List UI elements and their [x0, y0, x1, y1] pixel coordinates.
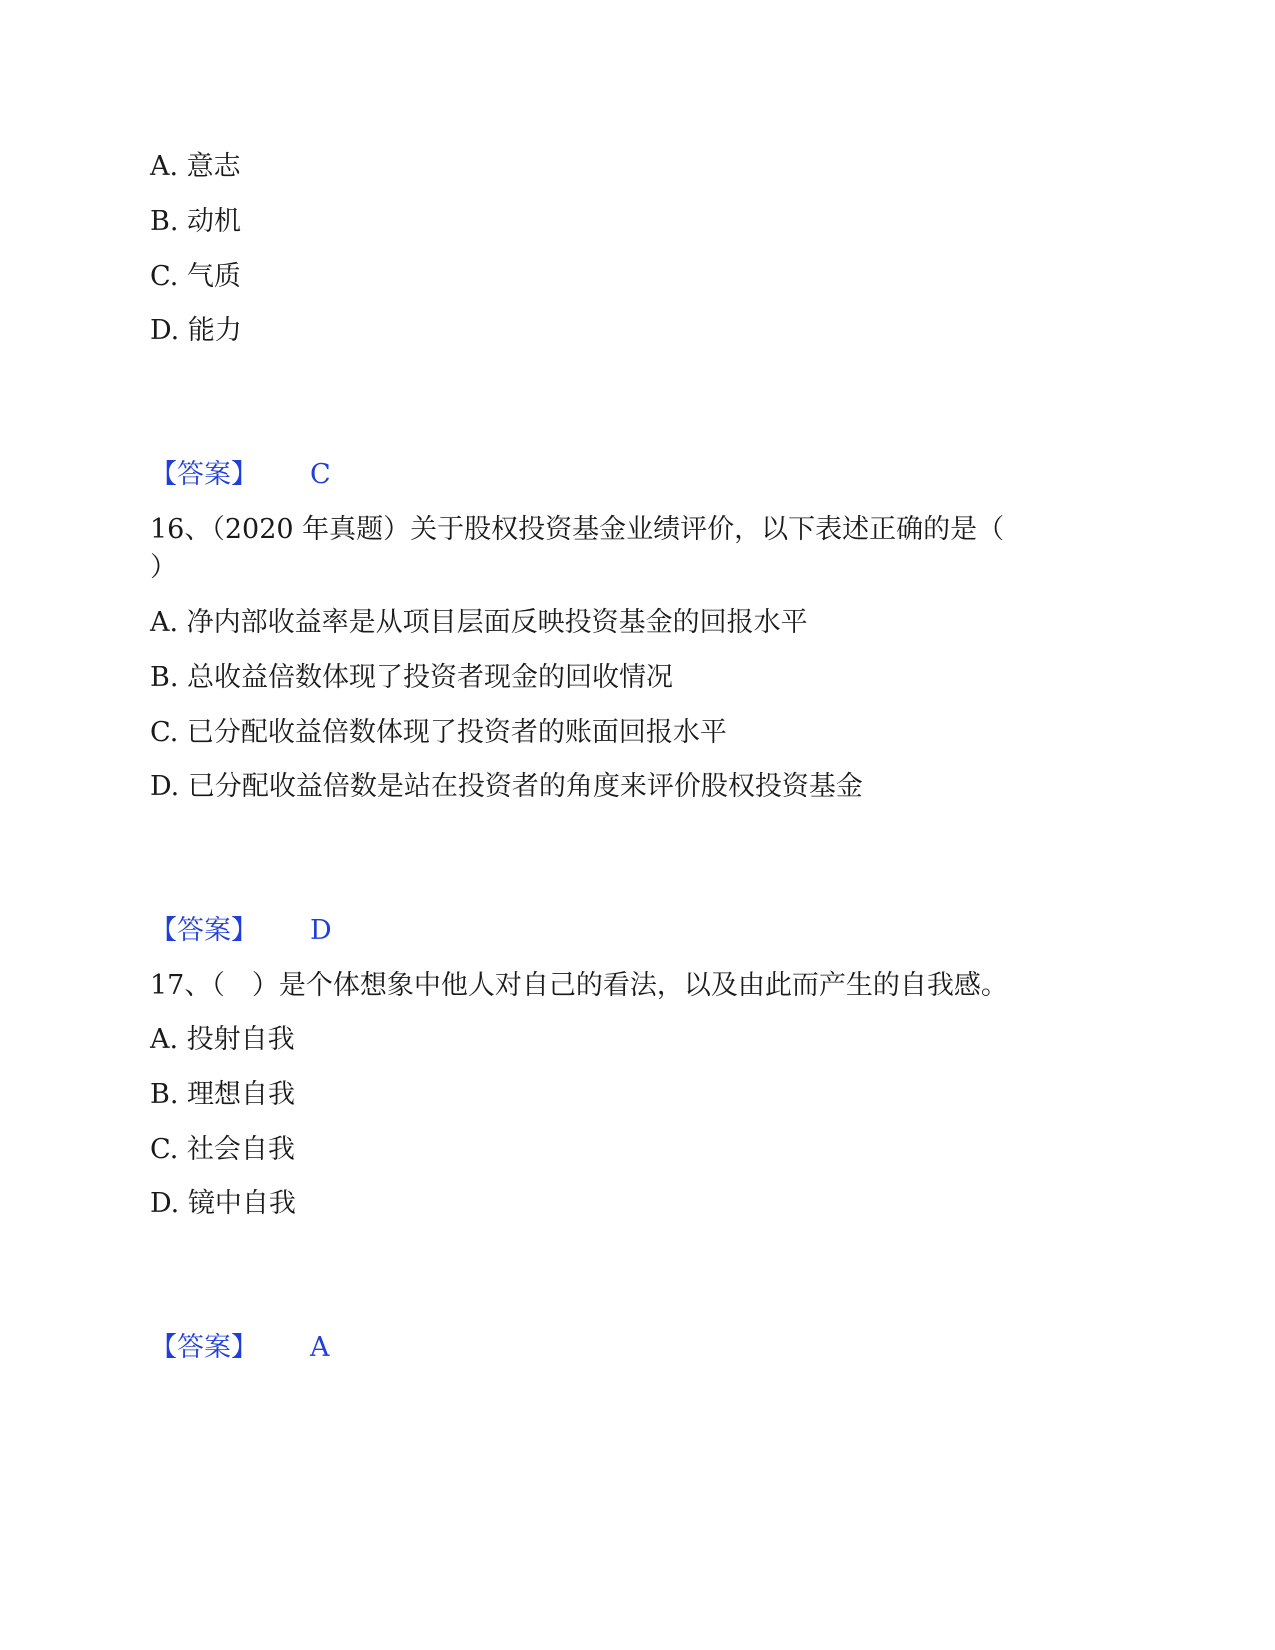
q17-option-a: A. 投射自我 [150, 1024, 295, 1055]
q16-option-a: A. 净内部收益率是从项目层面反映投资基金的回报水平 [150, 607, 808, 638]
q15-option-a: A. 意志 [150, 151, 241, 182]
q16-stem-line1: 16、（2020 年真题）关于股权投资基金业绩评价，以下表述正确的是（ [150, 514, 1005, 545]
q15-option-b: B. 动机 [150, 206, 242, 237]
q17-answer-label: 【答案】 [150, 1332, 258, 1363]
q16-stem-line2: ） [150, 552, 177, 583]
q15-answer-label: 【答案】 [150, 459, 258, 490]
q15-answer [150, 458, 331, 492]
q16-option-c: C. 已分配收益倍数体现了投资者的账面回报水平 [150, 717, 727, 748]
q16-answer [150, 914, 332, 948]
q16-option-d: D. 已分配收益倍数是站在投资者的角度来评价股权投资基金 [150, 771, 863, 802]
q17-option-b: B. 理想自我 [150, 1079, 296, 1110]
q16-option-b: B. 总收益倍数体现了投资者现金的回收情况 [150, 662, 674, 693]
q15-option-d: D. 能力 [150, 315, 242, 346]
q16-answer-label: 【答案】 [150, 915, 258, 946]
q16-answer-value: D [310, 915, 332, 946]
q15-option-c: C. 气质 [150, 261, 241, 292]
q17-stem: 17、（ ）是个体想象中他人对自己的看法，以及由此而产生的自我感。 [150, 970, 1008, 1001]
q15-answer-value: C [310, 459, 331, 490]
q17-option-c: C. 社会自我 [150, 1134, 295, 1165]
q17-option-d: D. 镜中自我 [150, 1188, 296, 1219]
q17-answer [150, 1331, 330, 1365]
q17-answer-value: A [310, 1332, 330, 1363]
